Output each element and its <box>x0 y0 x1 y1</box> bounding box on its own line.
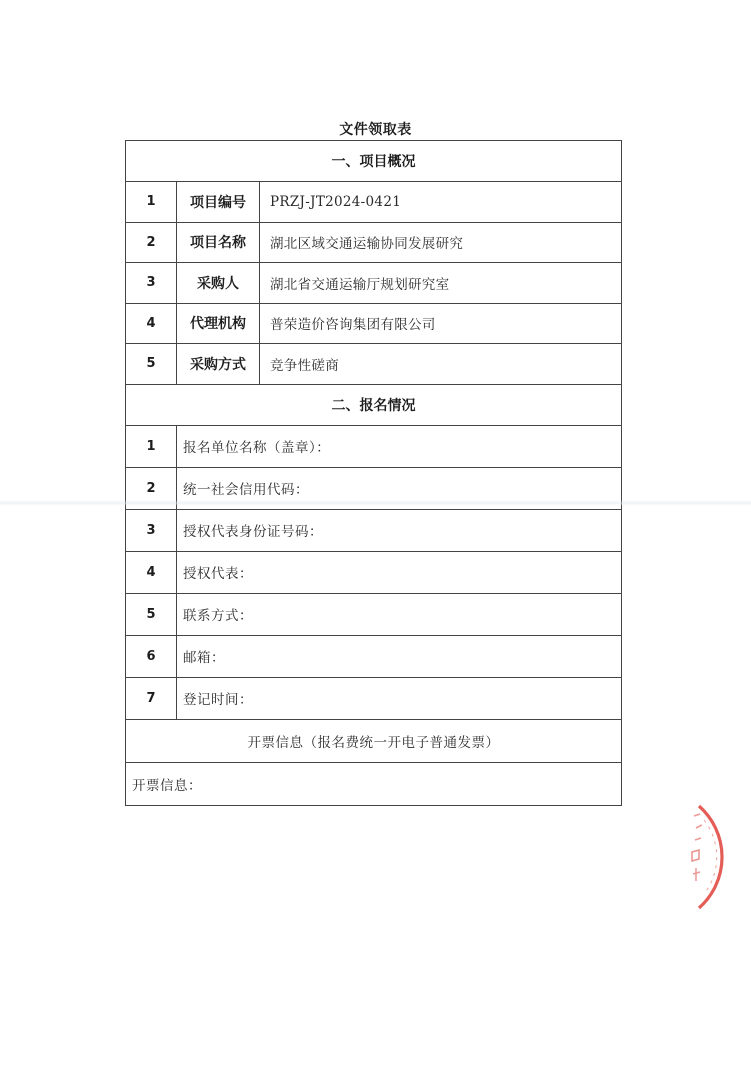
section2-title: 二、报名情况 <box>126 384 622 425</box>
registrant-name-field[interactable]: 报名单位名称（盖章）： <box>177 425 622 467</box>
table-row <box>126 263 622 304</box>
invoice-title: 开票信息（报名费统一开电子普通发票） <box>126 719 622 762</box>
field-label: 项目名称 <box>177 222 260 263</box>
invoice-info-row <box>126 762 622 805</box>
row-number: 3 <box>126 263 177 304</box>
project-name-value: 湖北区域交通运输协同发展研究 <box>260 222 622 263</box>
row-number: 5 <box>126 344 177 385</box>
registration-time-field[interactable]: 登记时间： <box>177 677 622 719</box>
row-number: 4 <box>126 303 177 344</box>
row-number: 1 <box>126 425 177 467</box>
representative-id-field[interactable]: 授权代表身份证号码： <box>177 509 622 551</box>
red-seal-stamp-icon <box>690 802 750 912</box>
email-field[interactable]: 邮箱： <box>177 635 622 677</box>
table-row <box>126 425 622 467</box>
agency-value: 普荣造价咨询集团有限公司 <box>260 303 622 344</box>
row-number: 2 <box>126 467 177 509</box>
table-row <box>126 344 622 385</box>
section2-header-row <box>126 384 622 425</box>
row-number: 1 <box>126 182 177 223</box>
table-row <box>126 677 622 719</box>
page-title: 文件领取表 <box>339 122 412 138</box>
table-row <box>126 509 622 551</box>
row-number: 3 <box>126 509 177 551</box>
field-label: 项目编号 <box>177 182 260 223</box>
field-label: 采购人 <box>177 263 260 304</box>
table-row <box>126 593 622 635</box>
document-receipt-form <box>125 140 622 806</box>
project-number-value: PRZJ-JT2024-0421 <box>260 182 622 223</box>
table-row <box>126 635 622 677</box>
table-row <box>126 182 622 223</box>
representative-field[interactable]: 授权代表： <box>177 551 622 593</box>
table-row <box>126 551 622 593</box>
credit-code-field[interactable]: 统一社会信用代码： <box>177 467 622 509</box>
field-label: 采购方式 <box>177 344 260 385</box>
row-number: 4 <box>126 551 177 593</box>
section1-header-row <box>126 141 622 182</box>
invoice-info-field[interactable]: 开票信息： <box>126 762 622 805</box>
table-row <box>126 303 622 344</box>
purchaser-value: 湖北省交通运输厅规划研究室 <box>260 263 622 304</box>
table-row <box>126 222 622 263</box>
procurement-method-value: 竞争性磋商 <box>260 344 622 385</box>
field-label: 代理机构 <box>177 303 260 344</box>
row-number: 5 <box>126 593 177 635</box>
row-number: 6 <box>126 635 177 677</box>
row-number: 2 <box>126 222 177 263</box>
row-number: 7 <box>126 677 177 719</box>
contact-field[interactable]: 联系方式： <box>177 593 622 635</box>
invoice-header-row <box>126 719 622 762</box>
section1-title: 一、项目概况 <box>126 141 622 182</box>
scan-artifact-line <box>0 500 751 506</box>
